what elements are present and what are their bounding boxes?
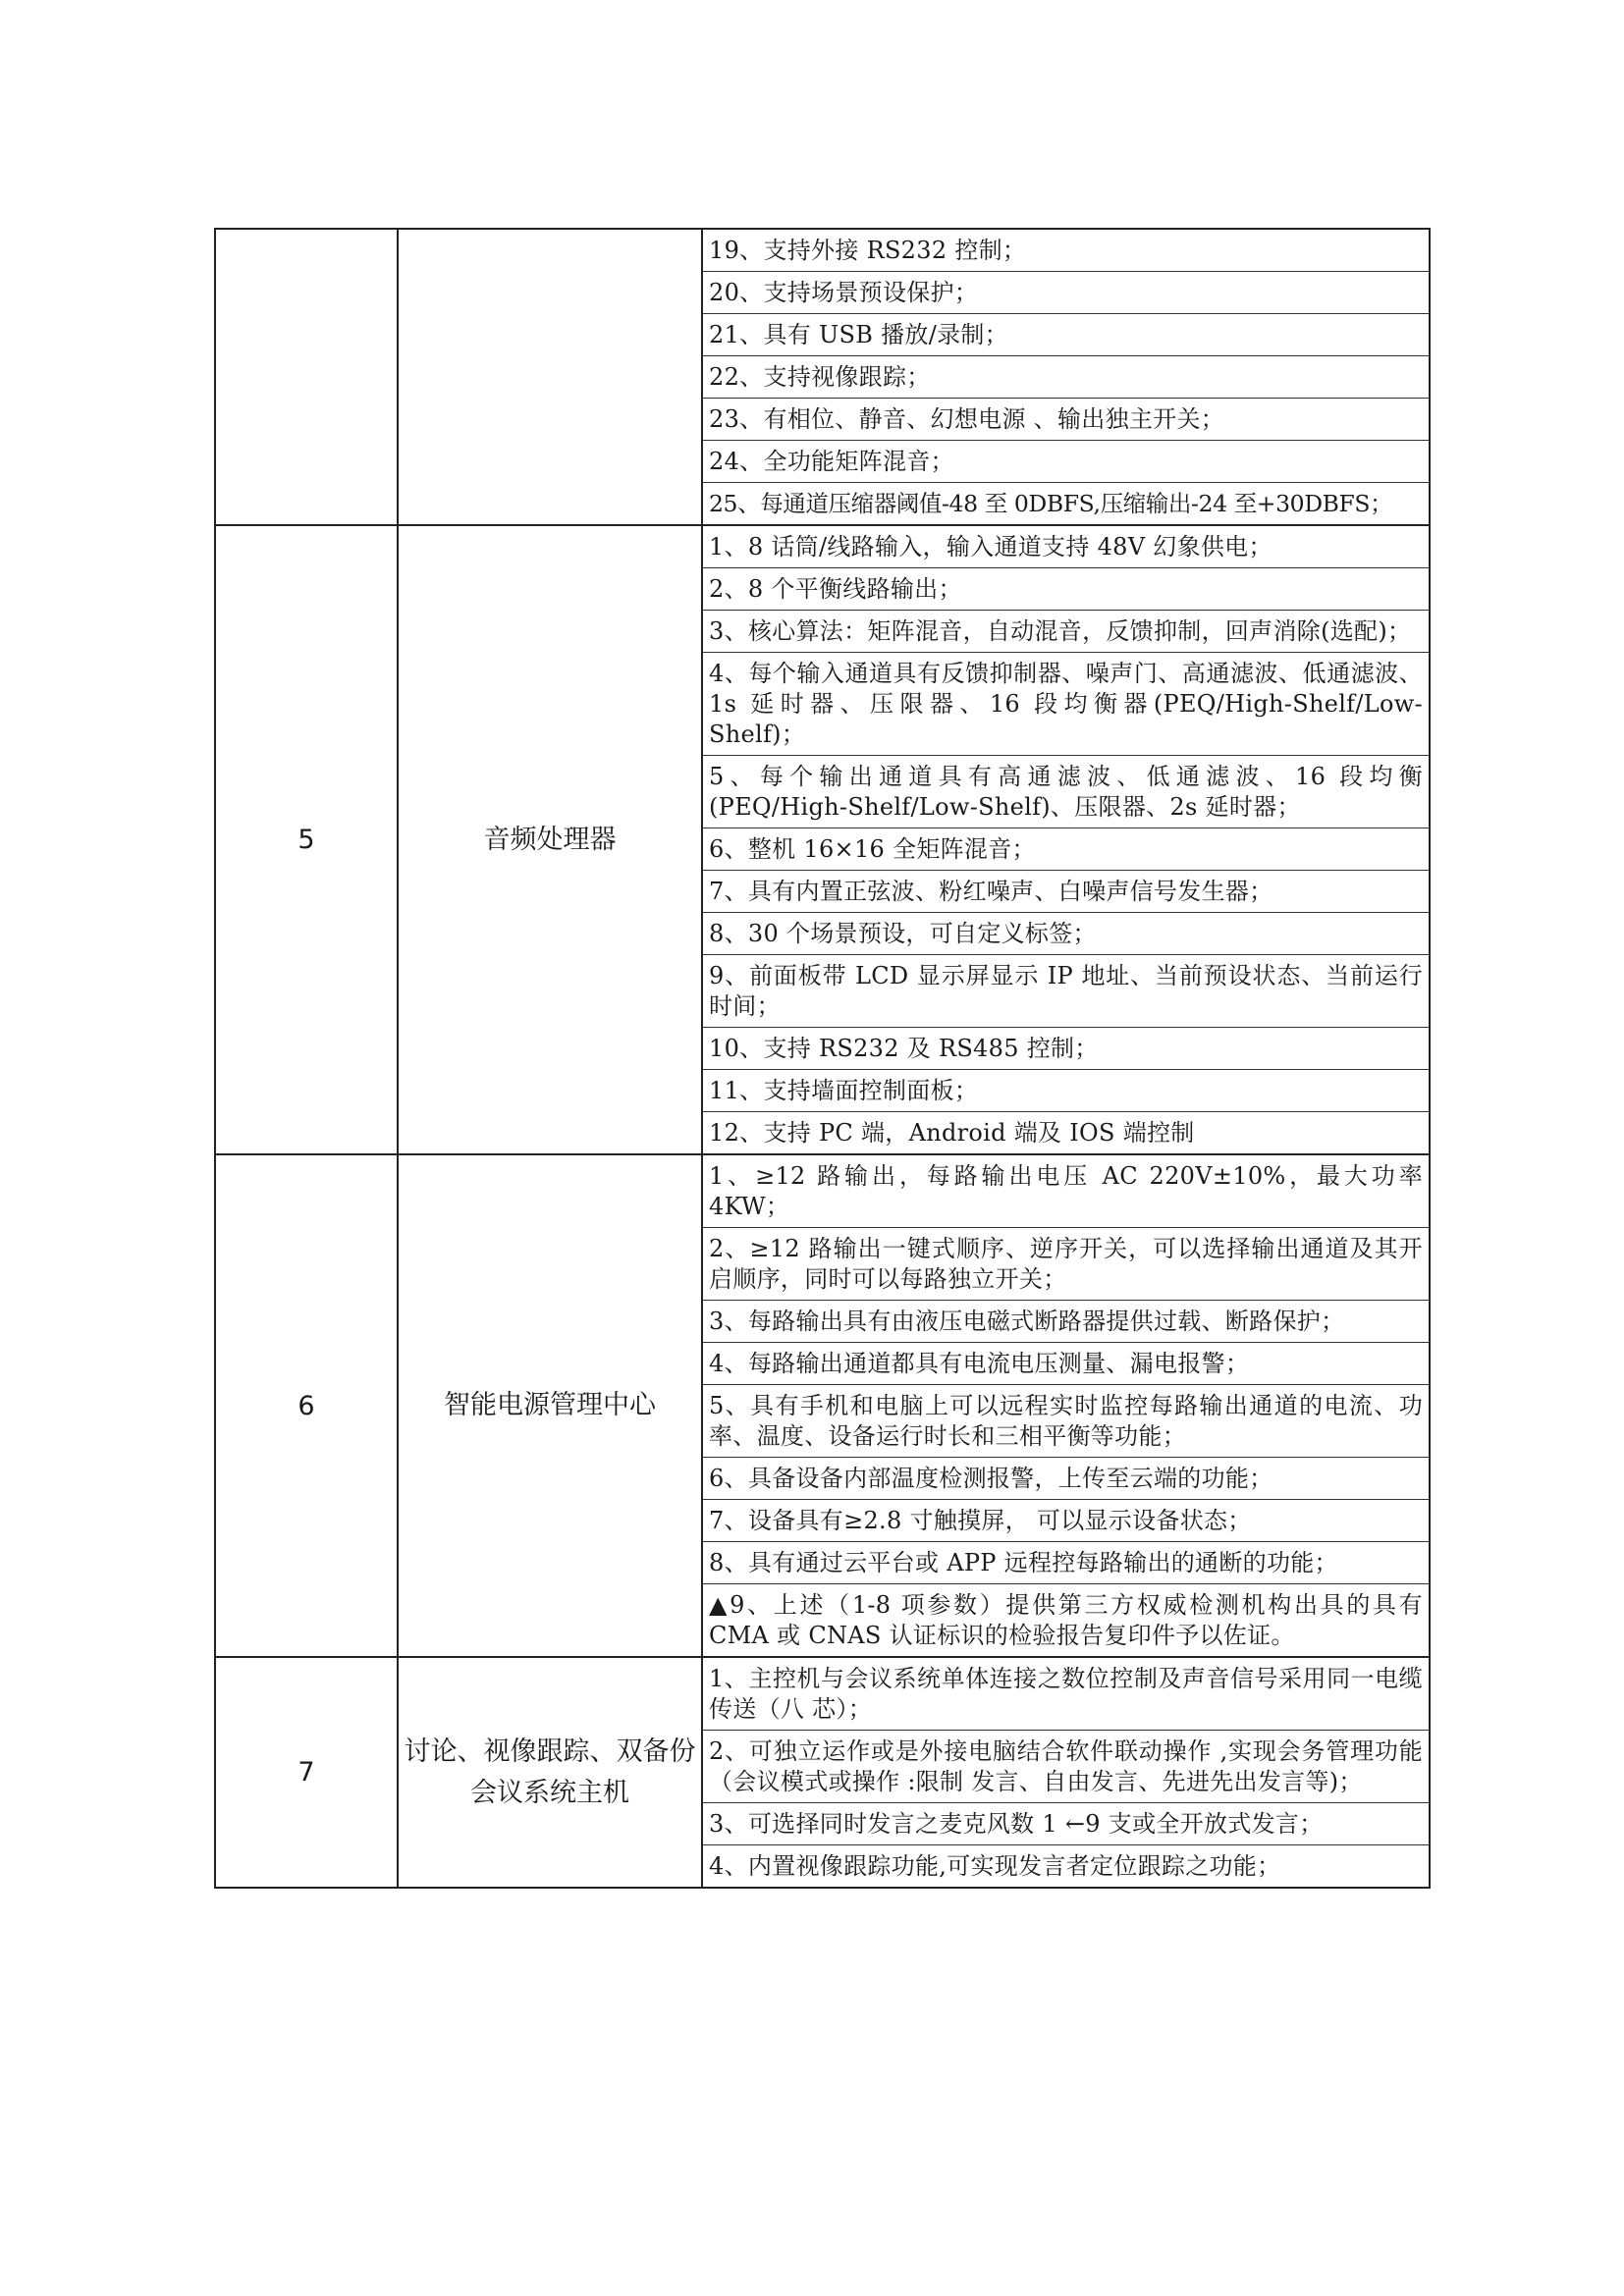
spec-line: 24、全功能矩阵混音； xyxy=(703,441,1429,483)
spec-cell xyxy=(702,1154,1430,1657)
spec-cell xyxy=(702,1657,1430,1888)
spec-line: 4、每个输入通道具有反馈抑制器、噪声门、高通滤波、低通滤波、1s 延时器、压限器、16 段均衡器(PEQ/High-Shelf/Low-Shelf)； xyxy=(703,653,1429,756)
item-name: 讨论、视像跟踪、双备份会议系统主机 xyxy=(398,1657,702,1888)
item-name xyxy=(398,229,702,525)
spec-line: 7、设备具有≥2.8 寸触摸屏， 可以显示设备状态； xyxy=(703,1500,1429,1542)
spec-line: 22、支持视像跟踪； xyxy=(703,356,1429,399)
item-name: 智能电源管理中心 xyxy=(398,1154,702,1657)
spec-cell xyxy=(702,229,1430,525)
item-number: 5 xyxy=(215,525,398,1154)
spec-line: 7、具有内置正弦波、粉红噪声、白噪声信号发生器； xyxy=(703,871,1429,913)
spec-line: 1、主控机与会议系统单体连接之数位控制及声音信号采用同一电缆传送（八 芯）； xyxy=(703,1658,1429,1731)
spec-line: 2、可独立运作或是外接电脑结合软件联动操作 ,实现会务管理功能（会议模式或操作 :限制 发言、自由发言、先进先出发言等)； xyxy=(703,1731,1429,1803)
item-number: 7 xyxy=(215,1657,398,1888)
spec-line: 2、8 个平衡线路输出； xyxy=(703,568,1429,611)
spec-line: 11、支持墙面控制面板； xyxy=(703,1070,1429,1112)
spec-line: 20、支持场景预设保护； xyxy=(703,272,1429,314)
spec-line: 5、具有手机和电脑上可以远程实时监控每路输出通道的电流、功率、温度、设备运行时长和三相平衡等功能； xyxy=(703,1385,1429,1458)
spec-line: 1、8 话筒/线路输入，输入通道支持 48V 幻象供电； xyxy=(703,526,1429,568)
item-number xyxy=(215,229,398,525)
spec-line: 6、整机 16×16 全矩阵混音； xyxy=(703,828,1429,871)
spec-table xyxy=(214,228,1431,1889)
spec-line: 9、前面板带 LCD 显示屏显示 IP 地址、当前预设状态、当前运行时间； xyxy=(703,955,1429,1028)
spec-cell xyxy=(702,525,1430,1154)
spec-line: 19、支持外接 RS232 控制； xyxy=(703,230,1429,272)
table-row xyxy=(215,1657,1430,1888)
spec-line: 6、具备设备内部温度检测报警，上传至云端的功能； xyxy=(703,1458,1429,1500)
spec-line: ▲9、上述（1-8 项参数）提供第三方权威检测机构出具的具有 CMA 或 CNAS 认证标识的检验报告复印件予以佐证。 xyxy=(709,1591,1423,1649)
spec-line: 3、每路输出具有由液压电磁式断路器提供过载、断路保护； xyxy=(703,1301,1429,1343)
spec-line: 3、可选择同时发言之麦克风数 1 ←9 支或全开放式发言； xyxy=(703,1803,1429,1845)
table-row xyxy=(215,525,1430,1154)
spec-line: 8、具有通过云平台或 APP 远程控每路输出的通断的功能； xyxy=(703,1542,1429,1584)
spec-line: 25、每通道压缩器阈值-48 至 0DBFS,压缩输出-24 至+30DBFS； xyxy=(709,490,1393,517)
spec-line: 4、内置视像跟踪功能,可实现发言者定位跟踪之功能； xyxy=(709,1852,1281,1880)
spec-line: 10、支持 RS232 及 RS485 控制； xyxy=(703,1028,1429,1070)
spec-line: 1、≥12 路输出，每路输出电压 AC 220V±10%，最大功率 4KW； xyxy=(703,1155,1429,1228)
item-name: 音频处理器 xyxy=(398,525,702,1154)
spec-line: 12、支持 PC 端，Android 端及 IOS 端控制 xyxy=(709,1119,1195,1147)
spec-line: 21、具有 USB 播放/录制； xyxy=(703,314,1429,356)
spec-line: 2、≥12 路输出一键式顺序、逆序开关，可以选择输出通道及其开启顺序，同时可以每路独立开关； xyxy=(703,1228,1429,1301)
item-number: 6 xyxy=(215,1154,398,1657)
spec-line: 23、有相位、静音、幻想电源 、输出独主开关； xyxy=(703,399,1429,441)
spec-line: 3、核心算法：矩阵混音，自动混音，反馈抑制，回声消除(选配)； xyxy=(703,611,1429,653)
table-row xyxy=(215,1154,1430,1657)
spec-line: 8、30 个场景预设，可自定义标签； xyxy=(703,913,1429,955)
spec-line: 5、每个输出通道具有高通滤波、低通滤波、16 段均衡(PEQ/High-Shelf/Low-Shelf)、压限器、2s 延时器； xyxy=(703,756,1429,828)
spec-line: 4、每路输出通道都具有电流电压测量、漏电报警； xyxy=(703,1343,1429,1385)
table-row xyxy=(215,229,1430,525)
